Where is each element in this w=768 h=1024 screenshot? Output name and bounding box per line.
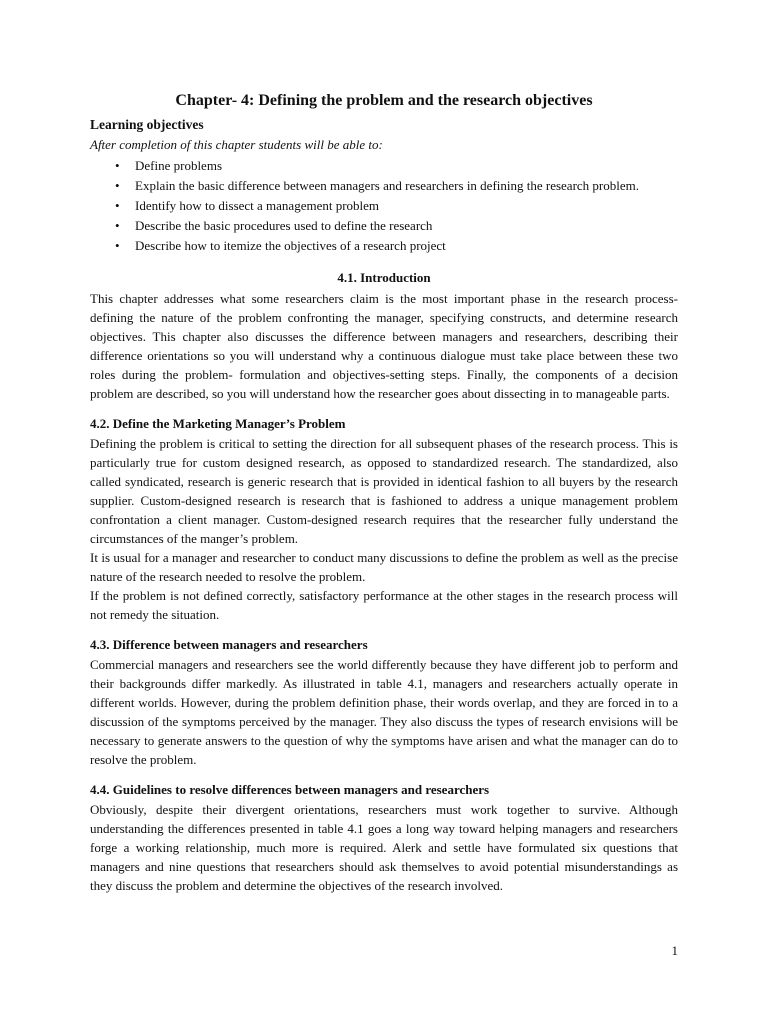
objective-item: • Explain the basic difference between managers and researchers in defining the research problem.	[135, 176, 678, 196]
section-paragraph: This chapter addresses what some researchers claim is the most important phase in the research process- defining the nature of the problem confronting the manager, specifying constructs, and determine research objectives. This chapter also discusses the difference between managers and researchers, describing their difference orientations so you will understand why a continuous dialogue must take place between these two roles during the problem- formulation and objectives-setting steps. Finally, the components of a decision problem are described, so you will understand how the researcher goes about dissecting in to manageable parts.	[90, 291, 678, 401]
section-paragraph: If the problem is not defined correctly, satisfactory performance at the other stages in the research process will not remedy the situation.	[90, 588, 678, 622]
section-heading-define-problem: 4.2. Define the Marketing Manager’s Problem	[90, 416, 346, 431]
section-paragraph: Commercial managers and researchers see the world differently because they have different job to perform and their backgrounds differ markedly. As illustrated in table 4.1, managers and researchers actually operate in different worlds. However, during the problem definition phase, their words overlap, and they are forced in to a discussion of the symptoms perceived by the manager. They also discuss the types of research envisions will be necessary to generate answers to the question of why the symptoms have arisen and what the manager can do to resolve the problem.	[90, 657, 678, 767]
section-heading-managers-researchers: 4.3. Difference between managers and researchers	[90, 637, 368, 652]
section-heading-guidelines: 4.4. Guidelines to resolve differences between managers and researchers	[90, 782, 490, 797]
page-number: 1	[671, 943, 678, 958]
chapter-title: Chapter- 4: Defining the problem and the research objectives	[175, 92, 593, 109]
section-heading-introduction: 4.1. Introduction	[337, 270, 431, 285]
learning-objectives-list	[90, 156, 678, 256]
learning-objectives-heading: Learning objectives	[90, 117, 204, 132]
section-paragraph: Obviously, despite their divergent orientations, researchers must work together to survive. Although understanding the differences presented in table 4.1 goes a long way toward helping managers and researchers forge a working relationship, much more is required. Alerk and settle have formulated six questions that managers and nine questions that researchers should ask themselves to avoid potential misunderstandings as they discuss the problem and determine the objectives of the research involved.	[90, 802, 678, 893]
learning-objectives-intro: After completion of this chapter students will be able to:	[90, 137, 383, 152]
section-paragraph: It is usual for a manager and researcher to conduct many discussions to define the problem as well as the precise nature of the research needed to resolve the problem.	[90, 550, 678, 584]
section-paragraph: Defining the problem is critical to setting the direction for all subsequent phases of the research process. This is particularly true for custom designed research, as opposed to standardized research. The standardized, also called syndicated, research is generic research that is provided in identical fashion to all buyers by the research supplier. Custom-designed research is research that is fashioned to address a unique management problem confrontation a client manager. Custom-designed research requires that the researcher fully understand the circumstances of the manger’s problem.	[90, 436, 678, 546]
objective-item: • Describe how to itemize the objectives of a research project	[135, 236, 678, 256]
objective-item: • Identify how to dissect a management problem	[135, 196, 678, 216]
objective-item: • Define problems	[135, 156, 678, 176]
objective-item: • Describe the basic procedures used to define the research	[135, 216, 678, 236]
